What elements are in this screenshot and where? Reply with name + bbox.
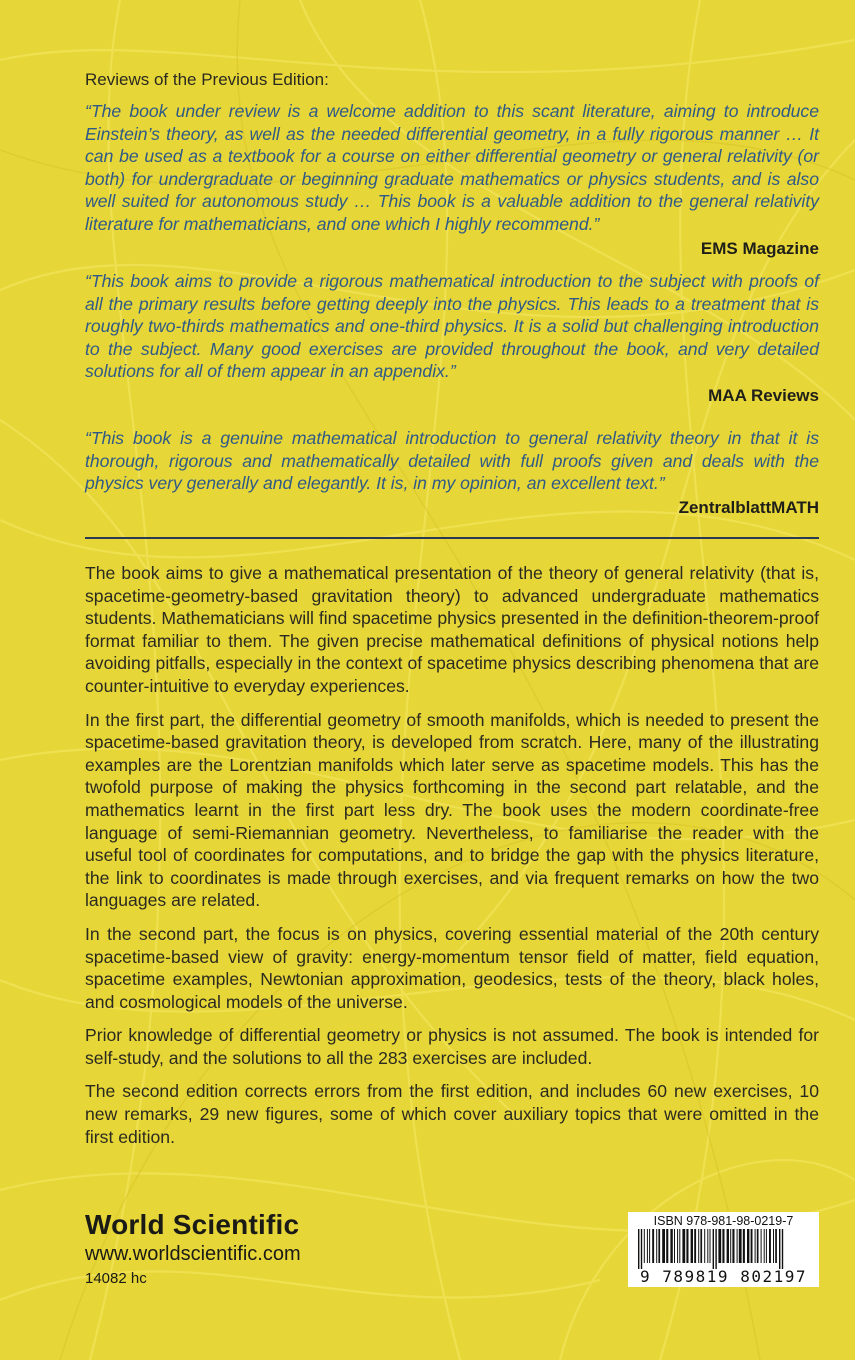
barcode-bar <box>713 1229 714 1269</box>
review-source: MAA Reviews <box>708 385 819 405</box>
barcode-bar <box>722 1229 724 1263</box>
barcode-bar <box>727 1229 729 1263</box>
description-paragraph: In the first part, the differential geometry of smooth manifolds, which is needed to present the spacetime-based gravitation theory, is developed from scratch. Here, many of the illustrating examples are the Lorentzian manifolds which later serve as spacetime models. This has the twofold purpose of making the physics forthcoming in the second part relatable, and the mathematics learnt in the first part less dry. The book uses the modern coordinate-free language of semi-Riemannian geometry. Nevertheless, to familiarise the reader with the useful tool of coordinates for computations, and to bridge the gap with the physics literature, the link to coordinates is made through exercises, and via frequent remarks on how the two languages are related. <box>85 709 819 911</box>
barcode-bar <box>641 1229 642 1269</box>
review-quote: “The book under review is a welcome addition to this scant literature, aiming to introduce Einstein’s theory, as well as the needed differential geometry, in a fully rigorous manner … It can be used as a textbook for a course on either differential geometry or general relativity (or both) for undergraduate or beginning graduate mathematics or physics students, and is also well suited for autonomous study … This book is a valuable addition to the general relativity literature for mathematicians, and one which I highly recommend.” <box>85 101 819 234</box>
barcode-bar <box>710 1229 711 1263</box>
barcode-bar <box>751 1229 753 1263</box>
barcode-bar <box>766 1229 767 1263</box>
barcode-bar <box>718 1229 721 1263</box>
reviews-heading: Reviews of the Previous Edition: <box>85 70 329 89</box>
barcode-bar <box>638 1229 639 1269</box>
barcode-bar <box>666 1229 668 1263</box>
barcode-bar <box>658 1229 660 1263</box>
barcode-bar <box>707 1229 708 1263</box>
description-paragraph: The second edition corrects errors from the first edition, and includes 60 new exercises, 10 new remarks, 29 new figures, some of which cover auxiliary topics that were omitted in the first edition. <box>85 1081 819 1147</box>
barcode-bar <box>677 1229 678 1263</box>
barcode-bar <box>698 1229 699 1263</box>
barcode-bar <box>694 1229 696 1263</box>
isbn-label: ISBN 978-981-98-0219-7 <box>653 1214 794 1228</box>
barcode-bar <box>779 1229 780 1269</box>
barcode-bar <box>686 1229 688 1263</box>
barcode-bar <box>652 1229 654 1263</box>
review-maa-reviews <box>85 270 819 406</box>
description-paragraph: In the second part, the focus is on physics, covering essential material of the 20th century spacetime-based view of gravity: energy-momentum tensor field of matter, field equation, spacetime examples, Newtonian approximation, geodesics, tests of the theory, black holes, and cosmological models of the universe. <box>85 923 819 1012</box>
barcode-bar <box>761 1229 762 1263</box>
barcode-bar <box>773 1229 774 1263</box>
barcode-bar <box>739 1229 742 1263</box>
barcode-bar <box>732 1229 734 1263</box>
review-ems-magazine <box>85 100 819 259</box>
barcode-bar <box>755 1229 756 1263</box>
product-code: 14082 hc <box>85 1270 147 1287</box>
barcode-bar <box>700 1229 702 1263</box>
review-quote: “This book is a genuine mathematical introduction to general relativity theory in that it is thorough, rigorous and mathematically detailed with full proofs given and deals with the physics very generally and elegantly. It is, in my opinion, an excellent text.” <box>85 428 819 494</box>
barcode-bar <box>649 1229 650 1263</box>
review-zentralblatt <box>85 427 819 518</box>
isbn-barcode <box>628 1212 819 1287</box>
barcode-bar <box>662 1229 665 1263</box>
barcode-bar <box>691 1229 693 1263</box>
barcode-bar <box>679 1229 680 1263</box>
barcode-bar <box>674 1229 675 1263</box>
barcode-bar <box>737 1229 738 1263</box>
barcode-bar <box>747 1229 749 1263</box>
barcode-bar <box>743 1229 745 1263</box>
review-source: EMS Magazine <box>700 238 819 258</box>
barcode-bars <box>636 1229 811 1269</box>
review-source: ZentralblattMATH <box>678 497 819 517</box>
section-divider <box>85 537 819 539</box>
barcode-bar <box>730 1229 731 1263</box>
barcode-bar <box>782 1229 783 1269</box>
barcode-bar <box>769 1229 771 1263</box>
barcode-bar <box>704 1229 705 1263</box>
review-quote: “This book aims to provide a rigorous mathematical introduction to the subject with proofs of all the primary results before getting deeply into the physics. This leads to a treatment that is roughly two-thirds mathematics and one-third physics. It is a solid but challenging introduction to the subject. Many good exercises are provided throughout the book, and very detailed solutions for all of them appear in an appendix.” <box>85 271 819 382</box>
book-description <box>85 562 819 1159</box>
publisher-url: www.worldscientific.com <box>85 1243 301 1265</box>
barcode-bar <box>670 1229 672 1263</box>
barcode-bar <box>644 1229 645 1263</box>
barcode-bar <box>764 1229 765 1263</box>
barcode-bar <box>656 1229 657 1263</box>
barcode-bar <box>682 1229 685 1263</box>
barcode-bar <box>647 1229 648 1263</box>
barcode-bar <box>715 1229 716 1269</box>
publisher-name: World Scientific <box>85 1209 300 1240</box>
barcode-bar <box>757 1229 759 1263</box>
description-paragraph: The book aims to give a mathematical presentation of the theory of general relativity (that is, spacetime-geometry-based gravitation theory) to advanced undergraduate mathematics students. Mathematicians will find spacetime physics presented in the definition-theorem-proof format familiar to them. The given precise mathematical definitions of physical notions help avoiding pitfalls, especially in the context of spacetime physics describing phenomena that are counter-intuitive to everyday experiences. <box>85 563 819 696</box>
barcode-digits: 9 789819 802197 <box>640 1267 807 1286</box>
barcode-bar <box>775 1229 777 1263</box>
description-paragraph: Prior knowledge of differential geometry or physics is not assumed. The book is intended for self-study, and the solutions to all the 283 exercises are included. <box>85 1025 819 1068</box>
